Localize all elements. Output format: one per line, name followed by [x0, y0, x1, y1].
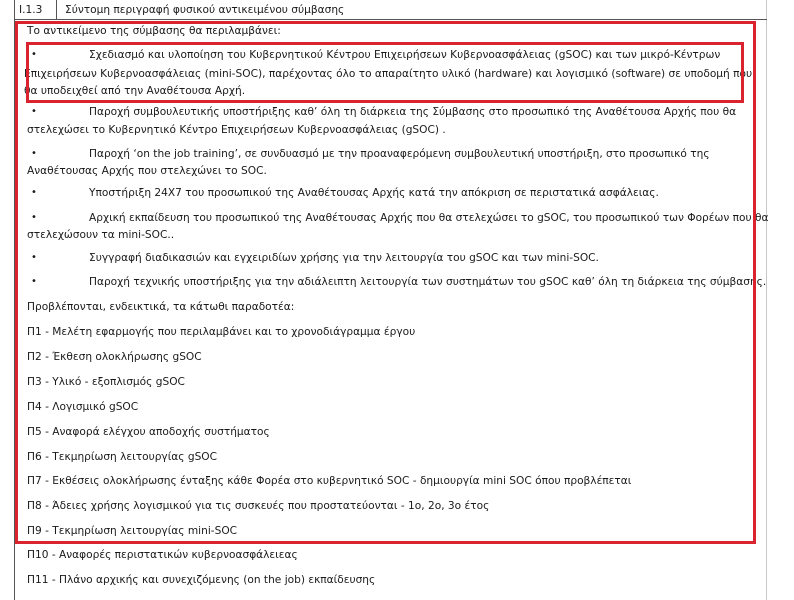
- section-title: Σύντομη περιγραφή φυσικού αντικειμένου σύμβασης: [65, 3, 345, 16]
- item-text-line: Αρχική εκπαίδευση του προσωπικού της Αναθέτουσας Αρχής που θα στελεχώσει το gSOC, του προσωπικού των Φορέων που θα: [89, 212, 769, 224]
- section-number: I.1.3: [14, 0, 57, 19]
- item-text-line: θα υποδειχθεί από την Αναθέτουσα Αρχή.: [24, 85, 246, 97]
- item-text-line: Παροχή τεχνικής υποστήριξης για την αδιάλειπτη λειτουργία των συστημάτων του gSOC καθ’ όλη τη διάρκεια της σύμβασης.: [89, 276, 767, 288]
- item-text-line: Επιχειρήσεων Κυβερνοασφάλειας (mini-SOC), παρέχοντας όλο το απαραίτητο υλικό (hardware) και λογισμικό (software) σε υποδομή που: [24, 68, 753, 80]
- deliverable-item: Π6 - Τεκμηρίωση λειτουργίας gSOC: [27, 451, 218, 463]
- bullet-icon: •: [31, 106, 37, 117]
- bullet-icon: •: [31, 187, 37, 198]
- deliverable-item: Π9 - Τεκμηρίωση λειτουργίας mini-SOC: [27, 525, 238, 537]
- item-text-line: στελεχώσουν τα mini-SOC..: [27, 229, 175, 241]
- intro-text: Το αντικείμενο της σύμβασης θα περιλαμβάνει:: [27, 25, 281, 37]
- item-text-line: Αναθέτουσας Αρχής που στελεχώνει το SOC.: [27, 165, 267, 177]
- deliverable-item: Π8 - Άδειες χρήσης λογισμικού για τις συσκευές που προστατεύονται - 1ο, 2ο, 3ο έτος: [27, 500, 490, 512]
- deliverable-item: Π10 - Αναφορές περιστατικών κυβερνοασφάλειεας: [27, 549, 298, 561]
- deliverable-item: Π1 - Μελέτη εφαρμογής που περιλαμβάνει και το χρονοδιάγραμμα έργου: [27, 326, 416, 338]
- bullet-icon: •: [31, 212, 37, 223]
- page-right-border: [766, 0, 767, 600]
- deliverable-item: Π2 - Έκθεση ολοκλήρωσης gSOC: [27, 351, 202, 363]
- deliverables-heading: Προβλέπονται, ενδεικτικά, τα κάτωθι παραδοτέα:: [27, 301, 295, 313]
- deliverable-item: Π11 - Πλάνο αρχικής και συνεχιζόμενης (on the job) εκπαίδευσης: [27, 574, 376, 586]
- item-text-line: Παροχή ‘on the job training’, σε συνδυασμό με την προαναφερόμενη συμβουλευτική υποστήριξη, στο προσωπικό της: [89, 148, 710, 160]
- bullet-icon: •: [31, 276, 37, 287]
- bullet-icon: •: [31, 252, 37, 263]
- highlight-box-inner: [26, 42, 744, 103]
- deliverable-item: Π5 - Αναφορά ελέγχου αποδοχής συστήματος: [27, 426, 270, 438]
- bullet-icon: •: [31, 148, 37, 159]
- deliverable-item: Π7 - Εκθέσεις ολοκλήρωσης ένταξης κάθε Φορέα στο κυβερνητικό SOC - δημιουργία mini SOC όπου προβλέπεται: [27, 475, 632, 487]
- bullet-icon: •: [31, 49, 37, 60]
- item-text-line: Παροχή συμβουλευτικής υποστήριξης καθ’ όλη τη διάρκεια της Σύμβασης στο προσωπικό της Αναθέτουσα Αρχής που θα: [89, 106, 737, 118]
- item-text-line: Υποστήριξη 24Χ7 του προσωπικού της Αναθέτουσας Αρχής κατά την απόκριση σε περιστατικά ασφάλειας.: [89, 187, 659, 199]
- deliverable-item: Π3 - Υλικό - εξοπλισμός gSOC: [27, 376, 185, 388]
- item-text-line: Συγγραφή διαδικασιών και εγχειριδίων χρήσης για την λειτουργία του gSOC και των mini-SOC.: [89, 252, 599, 264]
- section-header-row: [14, 0, 767, 20]
- item-text-line: στελεχώσει το Κυβερνητικό Κέντρο Επιχειρήσεων Κυβερνοασφάλειας (gSOC) .: [27, 124, 446, 136]
- deliverable-item: Π4 - Λογισμικό gSOC: [27, 401, 139, 413]
- item-text-line: Σχεδιασμό και υλοποίηση του Κυβερνητικού Κέντρου Επιχειρήσεων Κυβερνοασφάλειας (gSOC) και των μικρό-Κέντρων: [89, 49, 721, 61]
